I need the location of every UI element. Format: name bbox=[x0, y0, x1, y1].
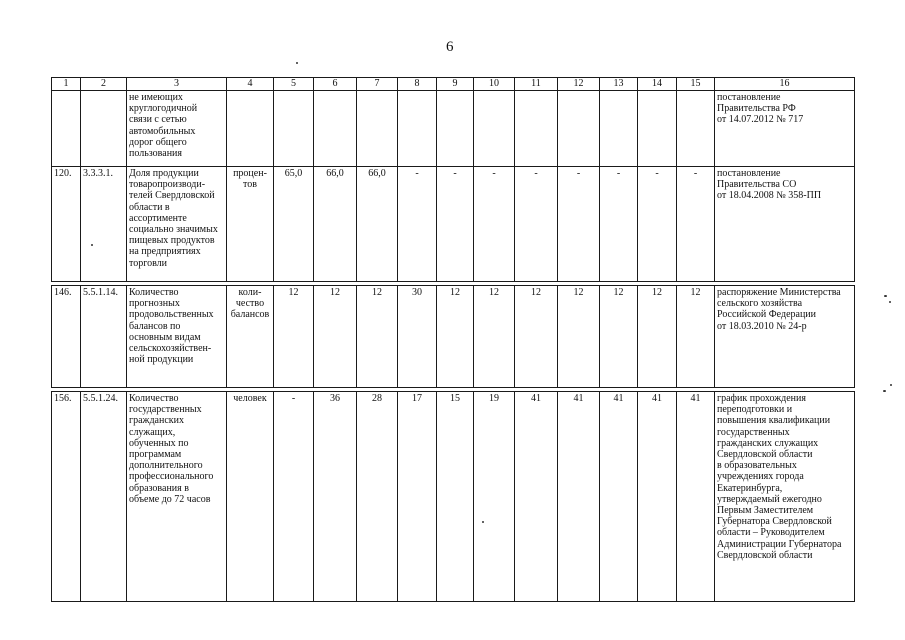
column-number-row bbox=[52, 78, 855, 91]
column-number: 15 bbox=[677, 78, 715, 91]
unit-of-measure: коли- чество балансов bbox=[230, 287, 270, 321]
row-number: 120. bbox=[54, 168, 72, 179]
value-cell: 41 bbox=[531, 393, 541, 404]
column-number: 4 bbox=[227, 78, 274, 91]
value-cell: - bbox=[616, 168, 621, 179]
table-row bbox=[52, 286, 855, 388]
value-cell: 41 bbox=[652, 393, 662, 404]
column-number: 8 bbox=[398, 78, 437, 91]
indicator-name: не имеющих круглогодичной связи с сетью автомобильных дорог общего пользования bbox=[129, 92, 198, 160]
value-cell: 12 bbox=[652, 287, 662, 298]
value-cell: - bbox=[693, 168, 698, 179]
table-row bbox=[52, 392, 855, 602]
column-number: 6 bbox=[314, 78, 357, 91]
page-number: 6 bbox=[446, 39, 454, 55]
value-cell: 12 bbox=[489, 287, 499, 298]
value-cell: - bbox=[415, 168, 419, 179]
value-cell: 30 bbox=[412, 287, 422, 298]
indicators-table bbox=[51, 77, 855, 602]
scan-speck bbox=[883, 390, 886, 392]
value-cell: 12 bbox=[531, 287, 541, 298]
value-cell: 12 bbox=[573, 287, 584, 298]
value-cell: - bbox=[453, 168, 457, 179]
value-cell: 15 bbox=[450, 393, 460, 404]
scan-speck bbox=[482, 521, 484, 523]
unit-of-measure: процен- тов bbox=[233, 168, 267, 191]
column-number: 9 bbox=[437, 78, 474, 91]
value-cell: 12 bbox=[288, 287, 299, 298]
table-row bbox=[52, 91, 855, 167]
column-number: 14 bbox=[638, 78, 677, 91]
table-row bbox=[52, 167, 855, 282]
scan-speck bbox=[890, 384, 892, 386]
value-cell: 28 bbox=[372, 393, 382, 404]
scan-speck bbox=[91, 244, 93, 246]
value-cell: 12 bbox=[450, 287, 460, 298]
indicator-code: 5.5.1.14. bbox=[83, 287, 118, 298]
value-cell: 41 bbox=[690, 393, 701, 404]
source-document: распоряжение Министерства сельского хозяйства Российской Федерации от 18.03.2010 № 24-р bbox=[717, 287, 841, 332]
row-number: 146. bbox=[54, 287, 72, 298]
column-number: 7 bbox=[357, 78, 398, 91]
column-number: 3 bbox=[127, 78, 227, 91]
value-cell: - bbox=[492, 168, 496, 179]
value-cell: 66,0 bbox=[326, 168, 344, 179]
value-cell: - bbox=[291, 393, 296, 404]
unit-of-measure: человек bbox=[233, 393, 267, 404]
value-cell: 66,0 bbox=[368, 168, 386, 179]
indicator-code: 3.3.3.1. bbox=[83, 168, 113, 179]
value-cell: 65,0 bbox=[284, 168, 303, 179]
indicator-code: 5.5.1.24. bbox=[83, 393, 118, 404]
value-cell: 12 bbox=[330, 287, 340, 298]
column-number: 2 bbox=[81, 78, 127, 91]
value-cell: - bbox=[534, 168, 538, 179]
indicator-name: Количество государственных гражданских служащих, обученных по программам дополнительного профессионального образования в объеме до 72 часов bbox=[129, 393, 214, 505]
value-cell: 12 bbox=[372, 287, 382, 298]
column-number: 12 bbox=[558, 78, 600, 91]
column-number: 16 bbox=[715, 78, 855, 91]
source-document: постановление Правительства СО от 18.04.2008 № 358-ПП bbox=[717, 168, 822, 202]
source-document: постановление Правительства РФ от 14.07.2012 № 717 bbox=[717, 92, 804, 126]
column-number: 1 bbox=[52, 78, 81, 91]
value-cell: 17 bbox=[412, 393, 422, 404]
value-cell: 41 bbox=[573, 393, 584, 404]
column-number: 11 bbox=[515, 78, 558, 91]
value-cell: 36 bbox=[330, 393, 340, 404]
indicator-name: Доля продукции товаропроизводи- телей Свердловской области в ассортименте социально значимых пищевых продуктов на предприятиях торговли bbox=[129, 168, 218, 269]
indicator-name: Количество прогнозных продовольственных балансов по основным видам сельскохозяйствен- ной продукции bbox=[129, 287, 214, 366]
column-number: 13 bbox=[600, 78, 638, 91]
source-document: график прохождения переподготовки и повышения квалификации государственных гражданских служащих Свердловской области в образовательных учреждениях города Екатеринбурга, утверждаемый ежегодно Первым Заместителем Губернатора Свердловской области – Руководителем Администрации Губернатора Свердловской области bbox=[717, 393, 842, 561]
value-cell: 12 bbox=[690, 287, 701, 298]
value-cell: 41 bbox=[613, 393, 624, 404]
value-cell: - bbox=[655, 168, 659, 179]
value-cell: - bbox=[576, 168, 581, 179]
scan-speck bbox=[884, 295, 887, 297]
column-number: 5 bbox=[274, 78, 314, 91]
scan-speck bbox=[296, 62, 298, 64]
row-number: 156. bbox=[54, 393, 72, 404]
value-cell: 12 bbox=[613, 287, 624, 298]
value-cell: 19 bbox=[489, 393, 499, 404]
scan-speck bbox=[889, 301, 891, 303]
column-number: 10 bbox=[474, 78, 515, 91]
